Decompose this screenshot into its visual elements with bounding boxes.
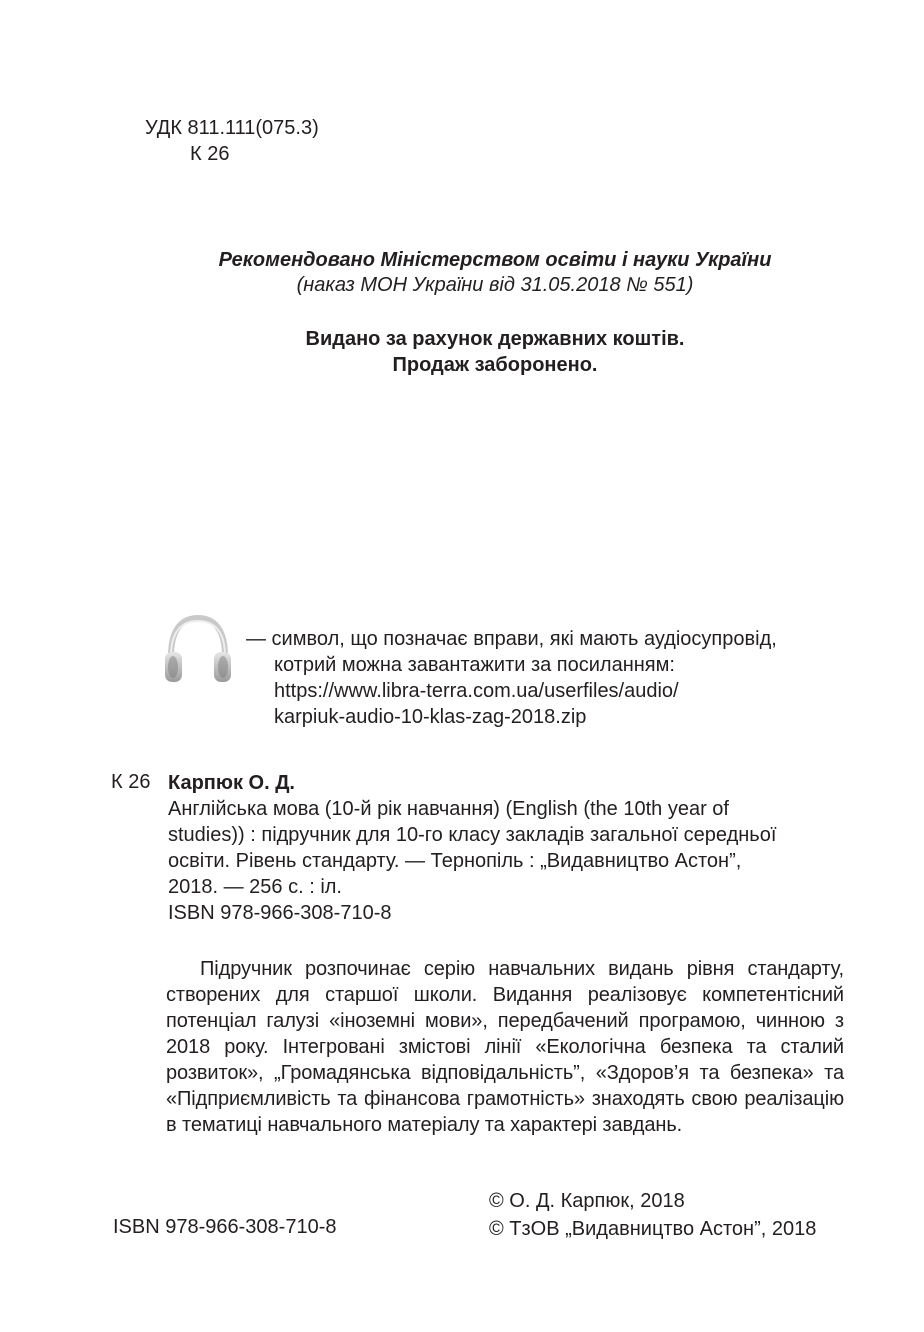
audio-note-line: котрий можна завантажити за посиланням: [274,654,675,676]
bib-line: Англійська мова (10-й рік навчання) (English (the 10th year of [168,798,729,820]
headphones-icon [161,612,235,686]
funding-notice [0,326,924,378]
audio-note [246,626,777,730]
annotation-paragraph: Підручник розпочинає серію навчальних видань рівня стандарту, створених для старшої школи. Видання реалізовує компетентісний потенціал галузі «іноземні мови», передбачений програмою, чинною з 2018 року. Інтегровані змістові лінії «Екологічна безпека та сталий розвиток», „Громадянська відповідальність”, «Здоров’я та безпека» та «Підприємливість та фінансова грамотність» знаходять свою реалізацію в тематиці навчального матеріалу та характері завдань. [166,958,844,1136]
author-mark: К 26 [190,143,230,165]
bib-author: Карпюк О. Д. [168,772,295,794]
bib-line: studies)) : підручник для 10-го класу закладів загальної середньої [168,824,777,846]
recommendation-title: Рекомендовано Міністерством освіти і науки України [218,249,772,271]
copyright-author: © О. Д. Карпюк, 2018 [489,1190,685,1212]
funding-line-1: Видано за рахунок державних коштів. [305,328,685,350]
bib-body [168,770,808,926]
recommendation-order: (наказ МОН України від 31.05.2018 № 551) [296,274,694,296]
recommendation-block [0,248,924,298]
audio-link-line[interactable]: https://www.libra-terra.com.ua/userfiles/audio/ [274,680,679,702]
audio-note-line: — символ, що позначає вправи, які мають аудіосупровід, [246,628,777,650]
udk-code: УДК 811.111(075.3) [145,117,319,139]
bib-code: К 26 [111,771,151,793]
copyright-publisher: © ТзОВ „Видавництво Астон”, 2018 [489,1218,817,1240]
bib-line: освіти. Рівень стандарту. — Тернопіль : „Видавництво Астон”, [168,850,742,872]
audio-link-line[interactable]: karpiuk-audio-10-klas-zag-2018.zip [274,706,587,728]
bib-isbn: ISBN 978-966-308-710-8 [168,902,392,924]
bib-line: 2018. — 256 с. : іл. [168,876,342,898]
isbn: ISBN 978-966-308-710-8 [113,1216,337,1238]
funding-line-2: Продаж заборонено. [392,354,598,376]
copyright-block [489,1187,816,1243]
